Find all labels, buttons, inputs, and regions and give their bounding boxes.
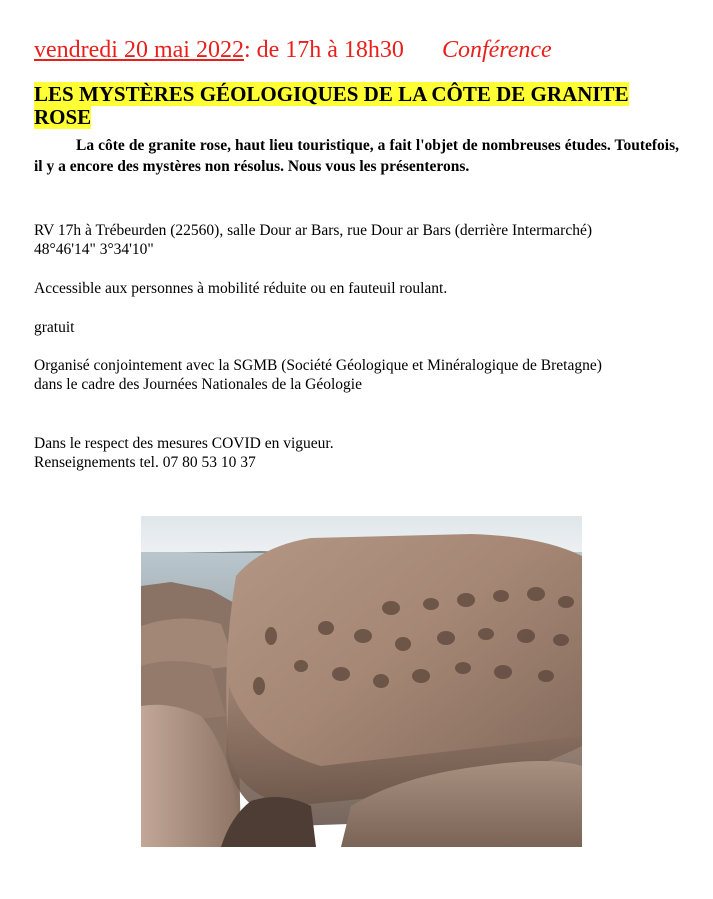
event-type: Conférence <box>441 37 552 63</box>
event-date: vendredi 20 mai 2022 <box>34 37 244 63</box>
accessibility-paragraph: Accessible aux personnes à mobilité réduite ou en fauteuil roulant. <box>34 280 448 297</box>
granite-rock-illustration <box>141 516 582 847</box>
granite-rock-photo <box>141 516 582 847</box>
event-headline <box>34 34 552 66</box>
organisation-line-1: Organisé conjointement avec la SGMB (Société Géologique et Minéralogique de Bretagne) <box>34 357 602 374</box>
event-title-text: LES MYSTÈRES GÉOLOGIQUES DE LA CÔTE DE GRANITE ROSE <box>34 82 629 129</box>
rendezvous-coordinates: 48°46'14" 3°34'10" <box>34 241 154 258</box>
intro-paragraph: La côte de granite rose, haut lieu touristique, a fait l'objet de nombreuses études. Toutefois, il y a encore des mystères non résolus. Nous vous les présenterons. <box>34 137 679 175</box>
event-time: : de 17h à 18h30 <box>243 37 404 63</box>
organisation-line-2: dans le cadre des Journées Nationales de la Géologie <box>34 376 362 393</box>
covid-note: Dans le respect des mesures COVID en vigueur. <box>34 435 334 452</box>
event-title <box>34 83 664 129</box>
organisation-paragraph <box>34 356 684 394</box>
contact-info: Renseignements tel. 07 80 53 10 37 <box>34 454 256 471</box>
rendezvous-paragraph <box>34 221 684 259</box>
notes-paragraph <box>34 434 684 472</box>
rendezvous-address: RV 17h à Trébeurden (22560), salle Dour ar Bars, rue Dour ar Bars (derrière Intermarché) <box>34 222 592 239</box>
price-paragraph: gratuit <box>34 319 75 336</box>
